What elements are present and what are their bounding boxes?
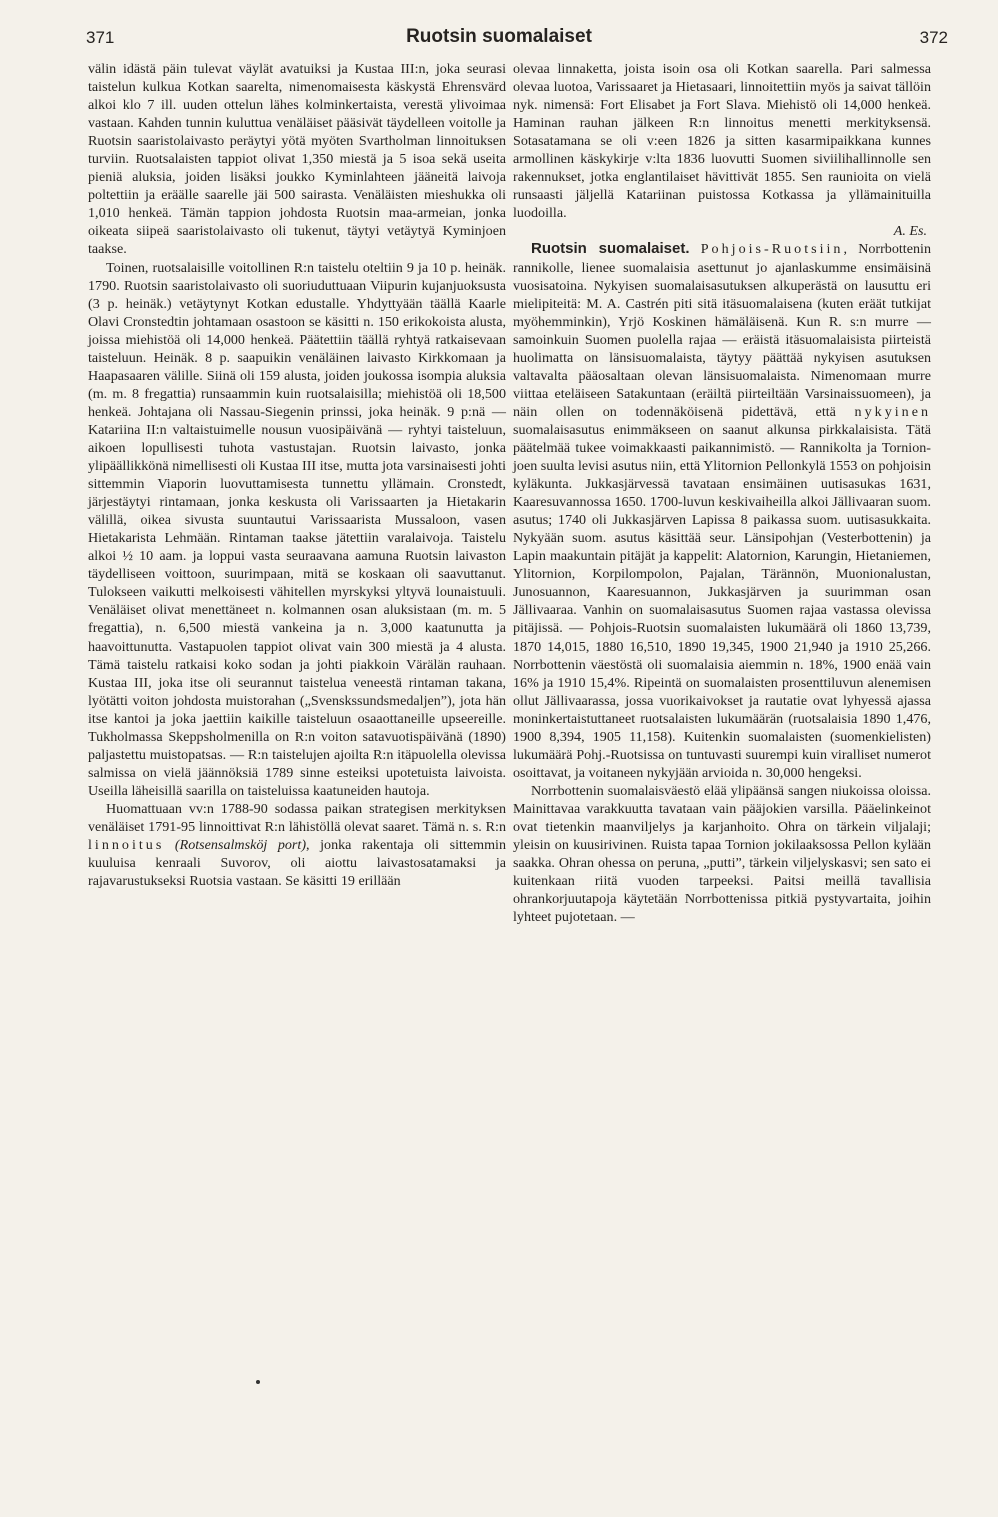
- paragraph: välin idästä päin tulevat väylät avatuiksi ja Kustaa III:n, joka seurasi taistelun kulkua Kotkan saarelta, nimenomaisesta käskystä Ehrensvärd alkoi klo 7 ill. uuden ottelun lähes kolminkertaista, verestä ylivoimaa vastaan. Kahden tunnin kuluttua venäläiset pääsivät täydelleen voitolle ja Ruotsin saaristolaivasto peräytyi yötä myöten Svartholman linnoituksen turviin. Ruotsalaisten tappiot olivat 1,350 miestä ja 5 isoa sekä useita pieniä aluksia, joiden lisäksi joukko Kyminlahteen jääneitä laivoja poltettiin ja eräälle saarelle jäi 500 sairasta. Venäläisten mieshukka oli 1,010 henkeä. Tämän tappion johdosta Ruotsin maa-armeian, jonka oikeata siipeä saaristolaivasto oli tukenut, täytyi vetäytyä Kyminjoen taakse.: [88, 61, 506, 258]
- spaced-term: linnoitus: [88, 837, 165, 854]
- fraction: ½: [122, 548, 133, 565]
- text-run: , Norrbottenin rannikolle, lienee suomalaisia asettunut jo ajanlaskumme ensimäisinä vuosisatoina. Nykyisen suomalaisasutuksen alkuperästä on lausuttu eri mielipiteitä: M. A. Castrén piti sitä itäsuomalaisena (kuten eräät tutkijat myöhemminkin), Yrjö Koskinen hämäläisenä. Kun R. s:n murre — samoinkuin Suomen puolella rajaa — eräistä itäsuomalaisista piirteistä huolimatta on länsisuomalaista, täytyy päättää nykyisen asutuksen valtavalta pääosaltaan olevan länsisuomalaista. Nimenomaan murre viittaa eteläiseen Satakuntaan (eräiltä piirteiltään Varsinaissuomeen), ja näin ollen on todennäköisenä pidettävä, että: [513, 241, 931, 420]
- left-page-number: 371: [86, 28, 115, 47]
- spaced-term: Pohjois-Ruotsiin: [700, 241, 844, 258]
- text-run: , jonka rakentaja oli sittemmin kuuluisa kenraali Suvorov, oli aiottu laivastosatamaksi ja rajavarustukseksi Ruotsia vastaan. Se käsitti 19 erillään: [88, 837, 506, 890]
- paragraph: [88, 259, 506, 800]
- text-run: suomalaisasutus enimmäkseen on saanut alkunsa pirkkalaisista. Tätä päätelmää tukee voimakkaasti paikannimistö. — Rannikolta ja Tornion-joen suulta levisi asutus niin, että Ylitornion Pellonkylä 1553 on pohjoisin kyläkunta. Jukkasjärvessä tavataan ensimäinen uutisasukas 1631, Kaaresuvannossa 1650. 1700-luvun keskivaiheilla alkoi Jällivaaran suom. asutus; 1740 oli Jukkasjärven Lapissa 8 paikassa suom. uutisasukkaita. Nykyään suom. asutus käsittää seur. Länsipohjan (Vesterbottenin) ja Lapin maakuntain pitäjät ja kappelit: Alatornion, Karungin, Hietaniemen, Ylitornion, Korpilompolon, Pajalan, Tärännön, Muonionalustan, Junosuannon, Kaaresuannon, Jukkasjärven ja suurimman osan Jällivaaraa. Vanhin on suomalaisasutus Suomen rajaa vastassa olevissa pitäjissä. — Pohjois-Ruotsin suomalaisten lukumäärä oli 1860 13,739, 1870 14,015, 1880 16,510, 1890 19,345, 1900 21,940 ja 1910 25,266. Norrbottenin väestöstä oli suomalaisia aiemmin n. 18%, 1900 enää vain 16% ja 1910 15,4%. Ripeintä on suomalaisten prosenttiluvun alenemisen ollut Jällivaarassa, jossa vuorikaivokset ja rautatie ovat lyhyessä ajassa moninkertaistuttaneet ruotsalaisten lukumäärän (ruotsalaisia 1890 1,476, 1900 8,394, 1905 11,158). Kuitenkin suomalaisten (suomenkielisten) lukumäärä Pohj.-Ruotsissa on tuntuvasti suurempi kuin viralliset numerot osoittavat, ja voitaneen nykyjään arvioida n. 30,000 hengeksi.: [513, 421, 931, 781]
- paragraph: Norrbottenin suomalaisväestö elää ylipäänsä sangen niukoissa oloissa. Mainittavaa varakkuutta tavataan vain pääjokien varsilla. Pääelinkeinot ovat tietenkin maanviljelys ja karjanhoito. Ohra on tärkein viljalaji; yleisin on kuusirivinen. Ruista tapaa Tornion jokilaaksossa Pellon kylään saakka. Ohran ohessa on peruna, „putti”, tärkein viljelyskasvi; sen sato ei kuitenkaan riitä vuoden tarpeeksi. Paitsi meillä tavallisia ohrankorjuutapoja käytetään Norrbottenissa pitkiä pystyvartaita, joihin lyhteet pujotetaan. —: [513, 782, 931, 926]
- text-run: Huomattuaan vv:n 1788-90 sodassa paikan strategisen merkityksen venäläiset 1791-95 linnoittivat R:n lähistöllä olevat saaret. Tämä n. s. R:n: [88, 800, 506, 835]
- spaced-term: nykyinen: [854, 403, 931, 420]
- right-column: [513, 60, 931, 926]
- text-run: Toinen, ruotsalaisille voitollinen R:n taistelu oteltiin 9 ja 10 p. heinäk. 1790. Ruotsin saaristolaivasto oli suoriuduttuaan Viipurin kujanjuoksusta (3 p. heinäk.) vetäytynyt Kotkan edustalle. Yhdyttyään täällä Kaarle Olavi Cronstedtin johtamaan osastoon se käsitti n. 150 erikokoista alusta, joissa miehistöä oli 14,000 henkeä. Päätettiin täällä ryhtyä ratkaisevaan taisteluun. Heinäk. 8 p. saapuikin venäläinen laivasto Kirkkomaan ja Haapasaaren välille. Siinä oli 159 alusta, joiden joukossa isompia aluksia (m. m. 8 fregattia) runsaammin kuin ruotsalaisilla; miehistöä oli 18,500 henkeä. Johtajana oli Nassau-Siegenin prinssi, joka heinäk. 9 p:nä — Katariina II:n valtaistuimelle nousun vuosipäivänä — ryhtyi taisteluun, aikoen lopullisesti tuhota vastustajan. Ruotsin laivasto, jonka ylipäällikkönä nimellisesti oli Kustaa III itse, mutta jota varsinaisesti johti sittemmin Viaporin luovuttamisesta tunnettu yllämain. Cronstedt, järjestäytyi rintamaan, jonka keskusta oli Varissaarten ja Hietakarin välillä, oikea sivusta suuntautui Varissaarista Mussaloon, vasen Hietakarista Lehmään. Rintaman taakse jätettiin varalaivoja. Taistelu alkoi: [88, 259, 506, 565]
- right-page-number: 372: [919, 28, 948, 47]
- author-signature: A. Es.: [893, 223, 927, 240]
- paragraph: [88, 800, 506, 890]
- article-paragraph: [513, 240, 931, 781]
- italic-term: (Rotsensalmsköj port): [174, 837, 307, 854]
- left-column: [88, 60, 506, 890]
- ink-dot: [256, 1380, 260, 1384]
- paragraph: olevaa linnaketta, joista isoin osa oli Kotkan saarella. Pari salmessa olevaa luotoa, Varissaaret ja Hietasaari, linnoitettiin myös ja saivat tällöin nyk. nimensä: Fort Elisabet ja Fort Slava. Miehistö oli 14,000 henkeä. Haminan rauhan jälkeen R:n linnoitus menetti merkityksensä. Sotasatamana se oli v:een 1826 ja sitten kasarmipaikkana kunnes armollinen käskykirje v:lta 1836 luovutti Suomen siviilihallinnolle sen rakennukset, jotka englantilaiset hävittivät 1855. Sen raunioita on vielä runsaasti jäljellä Katariinan puistossa Kotkassa ja yllämainituilla luodoilla.: [513, 61, 931, 222]
- article-keyword: Ruotsin suomalaiset.: [531, 240, 690, 258]
- text-run: 10 aam. ja loppui vasta seuraavana aamuna Ruotsin laivaston täydelliseen voittoon, suurimpaan, mitä se koskaan oli saavuttanut. Tulokseen vaikutti melkoisesti vähitellen myrskyksi yltyvä lounaistuuli. Venäläiset olivat menettäneet n. kolmannen osan aluksistaan (m. m. 5 fregattia), n. 6,500 miestä vankeina ja n. 3,000 kaatunutta ja haavoittunutta. Vastapuolen tappiot olivat vain 300 miestä ja 4 alusta. Tämä taistelu ratkaisi koko sodan ja johti piakkoin Värälän rauhaan. Kustaa III, joka itse oli seurannut taistelua veneestä rintaman takana, lyötätti voiton johdosta muistorahan („Svenskssundsmedaljen”), jota hän itse kantoi ja joka jaettiin kaikille taisteluun osaaottaneille upseereille. Tukholmassa Skeppsholmenilla on R:n voiton satavuotispäivänä (1890) paljastettu muistopatsas. — R:n taistelujen ajoilta R:n itäpuolella olevissa salmissa on vielä jäännöksiä 1789 sinne esteiksi upotetuista laivoista. Useilla läheisillä saarilla on taisteluissa kaatuneiden hautoja.: [88, 548, 506, 799]
- page-header: [0, 0, 998, 60]
- running-title: Ruotsin suomalaiset: [406, 26, 592, 47]
